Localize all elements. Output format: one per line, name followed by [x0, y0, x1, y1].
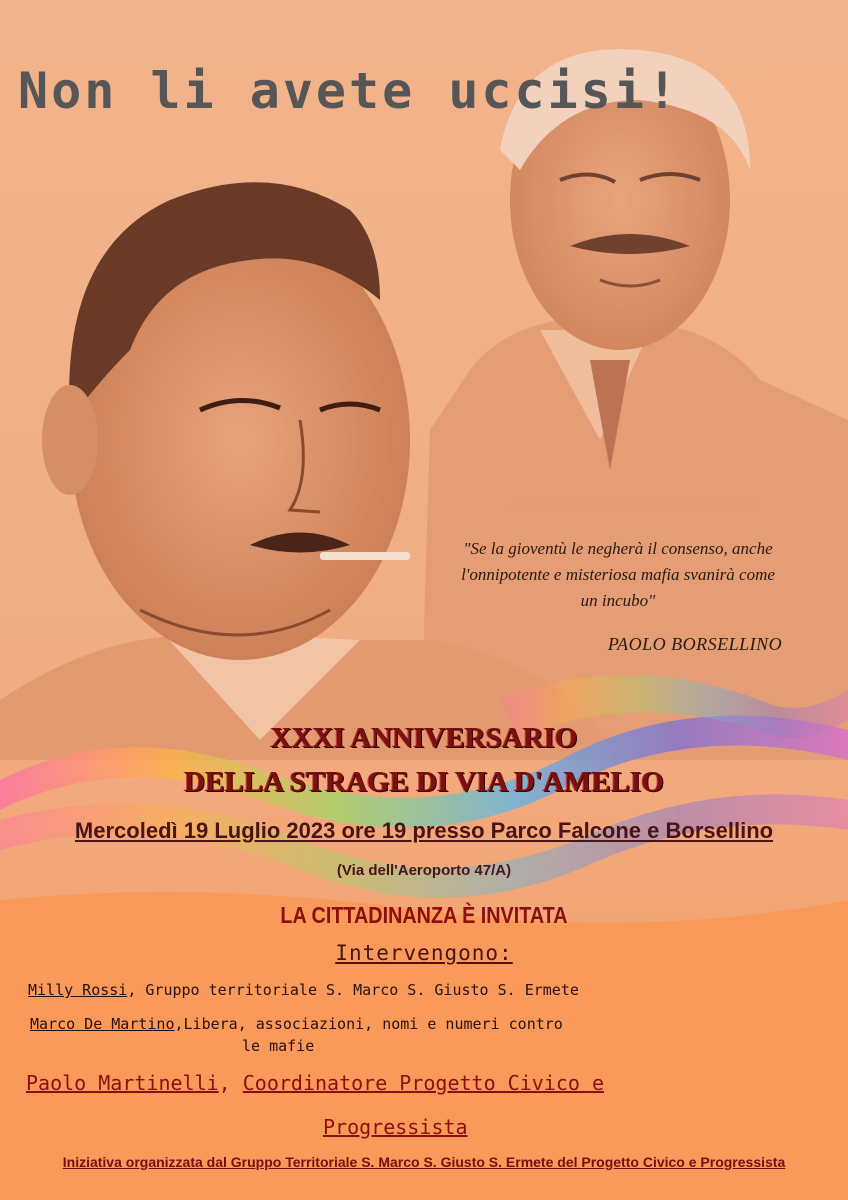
- organizer-footer: Iniziativa organizzata dal Gruppo Territoriale S. Marco S. Giusto S. Ermete del Progetto Civico e Progressista: [62, 1154, 786, 1170]
- quote-line: l'onnipotente e misteriosa mafia svanirà come: [461, 565, 775, 584]
- event-address: (Via dell'Aeroporto 47/A): [336, 862, 512, 879]
- quote: [408, 536, 828, 614]
- invitation: LA CITTADINANZA È INVITATA: [280, 902, 568, 928]
- speaker-name: Milly Rossi: [28, 981, 128, 999]
- speaker-row: [28, 981, 579, 999]
- quote-author: PAOLO BORSELLINO: [607, 634, 783, 654]
- event-date: Mercoledì 19 Luglio 2023 ore 19 presso Parco Falcone e Borsellino: [74, 818, 774, 843]
- featured-speaker-name: Paolo Martinelli: [26, 1071, 219, 1095]
- speaker-row: [30, 1015, 563, 1033]
- anniversary-title-line1: XXXI ANNIVERSARIO: [270, 722, 578, 754]
- anniversary-title-line2: DELLA STRAGE DI VIA D'AMELIO: [184, 766, 664, 798]
- featured-speaker: [26, 1071, 604, 1095]
- quote-line: un incubo": [580, 591, 656, 610]
- featured-speaker-separator: ,: [218, 1071, 231, 1095]
- speaker-role: , Gruppo territoriale S. Marco S. Giusto S. Ermete: [127, 981, 579, 999]
- speaker-name: Marco De Martino: [30, 1015, 175, 1033]
- featured-speaker-role-continuation: [323, 1115, 468, 1139]
- featured-speaker-role-line2: Progressista: [323, 1115, 468, 1139]
- headline: Non li avete uccisi!: [18, 62, 681, 120]
- speakers-title: Intervengono:: [335, 941, 513, 965]
- speaker-role-continuation: le mafie: [242, 1037, 315, 1055]
- featured-speaker-role: Coordinatore Progetto Civico e: [242, 1071, 604, 1095]
- quote-line: "Se la gioventù le negherà il consenso, anche: [463, 539, 773, 558]
- speaker-role: ,Libera, associazioni, nomi e numeri contro: [174, 1015, 563, 1033]
